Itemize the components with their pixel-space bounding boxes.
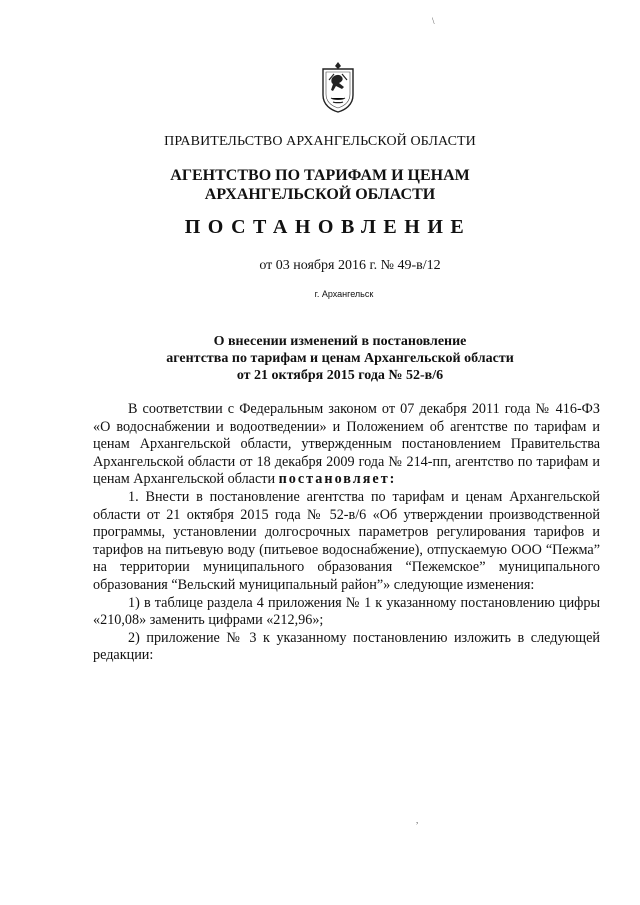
item-1-1-paragraph: 1) в таблице раздела 4 приложения № 1 к указанному постановлению цифры «210,08» заменить цифрами «212,96»;	[93, 594, 600, 629]
document-type: ПОСТАНОВЛЕНИЕ	[184, 216, 472, 238]
subject-title	[0, 333, 640, 384]
agency-title-line1: АГЕНТСТВО ПО ТАРИФАМ И ЦЕНАМ	[170, 167, 470, 184]
subject-line3: от 21 октября 2015 года № 52-в/6	[236, 368, 444, 383]
item-1-2-paragraph: 2) приложение № 3 к указанному постановлению изложить в следующей редакции:	[93, 629, 600, 664]
subject-line1: О внесении изменений в постановление	[213, 334, 467, 349]
city: г. Архангельск	[314, 289, 374, 299]
resolves-keyword: постановляет:	[278, 471, 397, 488]
scan-mark: \	[432, 16, 435, 26]
preamble-text: В соответствии с Федеральным законом от 07 декабря 2011 года № 416-ФЗ «О водоснабжении и водоотведении» и Положением об агентстве по тарифам и ценам Архангельской области, утвержденным постановлением Правительства Архангельской области от 18 декабря 2009 года № 214-пп, агентство по тарифам и ценам Архангельской области	[93, 401, 600, 488]
government-title: ПРАВИТЕЛЬСТВО АРХАНГЕЛЬСКОЙ ОБЛАСТИ	[164, 134, 476, 149]
agency-title-line2: АРХАНГЕЛЬСКОЙ ОБЛАСТИ	[204, 186, 436, 203]
agency-title	[0, 166, 640, 204]
scan-mark: ,	[416, 815, 419, 825]
subject-line2: агентства по тарифам и ценам Архангельской области	[166, 351, 514, 366]
coat-of-arms-icon	[319, 60, 357, 114]
document-body	[93, 401, 600, 665]
item-1-paragraph: 1. Внести в постановление агентства по тарифам и ценам Архангельской области от 21 октября 2015 года № 52-в/6 «Об утверждении производственной программы, установлении долгосрочных параметров регулирования тарифов и тарифов на питьевую воду (питьевое водоснабжение), отпускаемую ООО “Пежма” на территории муниципального образования “Пежемское” муниципального образования “Вельский муниципальный район”» следующие изменения:	[93, 488, 600, 593]
date-number: от 03 ноября 2016 г. № 49-в/12	[259, 258, 441, 273]
preamble-paragraph	[93, 401, 600, 489]
